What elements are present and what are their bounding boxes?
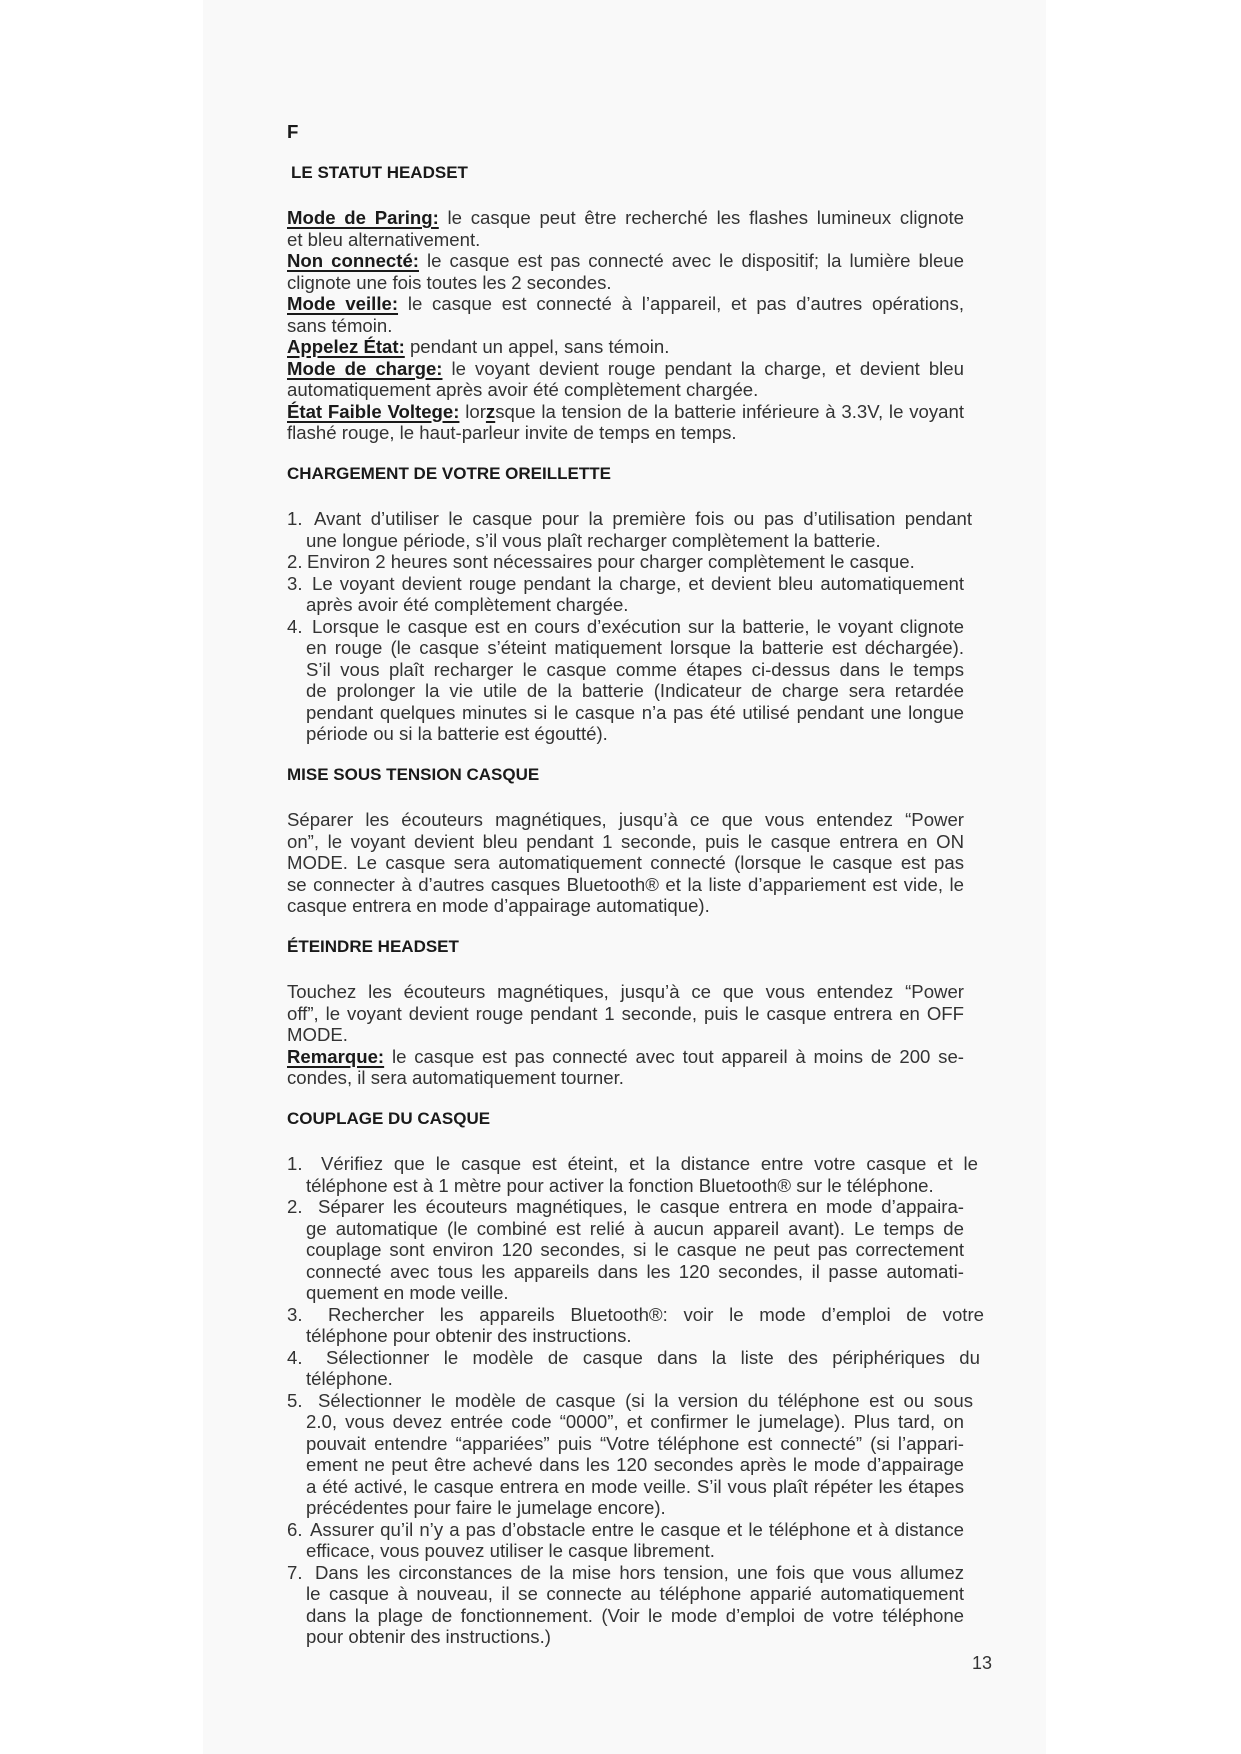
list-text-line: quement en mode veille. [306, 1282, 509, 1303]
note-text: le casque est pas connecté avec tout appareil à moins de 200 se- [391, 1045, 964, 1067]
list-item-first-line [287, 1390, 973, 1412]
list-text: Séparer les écouteurs magnétiques, le casque entrera en mode d’appaira- [318, 1196, 964, 1217]
list-item-first-line [287, 1153, 978, 1175]
list-number: 6. [287, 1518, 303, 1540]
status-label: Mode de charge: [287, 357, 443, 379]
status-text: sque la tension de la batterie inférieure à 3.3V, le voyant [495, 400, 964, 422]
status-text: le casque est pas connecté avec le dispositif; la lumière bleue [427, 250, 964, 271]
list-item-first-line [287, 616, 964, 638]
section-pairing [287, 1108, 1007, 1648]
list-number: 3. [287, 1303, 303, 1325]
list-item-first-line [287, 1562, 964, 1584]
list-item-first-line [287, 573, 964, 595]
list-text-line: couplage sont environ 120 secondes, si le casque ne peut pas correctement [306, 1239, 964, 1260]
list-text-line: efficace, vous pouvez utiliser le casque librement. [306, 1540, 715, 1561]
section-heading: CHARGEMENT DE VOTRE OREILLETTE [287, 464, 611, 483]
status-text: pendant un appel, sans témoin. [409, 336, 670, 357]
list-text-line: le casque à nouveau, il se connecte au téléphone apparié automatiquement [306, 1583, 964, 1604]
note-text-line: condes, il sera automatiquement tourner. [287, 1067, 624, 1088]
status-text-stray-letter: z [485, 400, 496, 422]
note-label: Remarque: [287, 1045, 385, 1067]
list-text-line: de prolonger la vie utile de la batterie (Indicateur de charge sera retardée [306, 680, 964, 701]
list-text-line: une longue période, s’il vous plaît recharger complètement la batterie. [306, 529, 881, 551]
status-label: Mode veille: [287, 293, 399, 314]
list-item-first-line [287, 508, 972, 530]
section-heading: MISE SOUS TENSION CASQUE [287, 765, 540, 784]
paragraph-line: MODE. Le casque sera automatiquement connecté (lorsque le casque est pas [287, 852, 964, 873]
list-item-first-line [287, 1304, 984, 1326]
list-number: 3. [287, 572, 303, 594]
status-text-line: et bleu alternativement. [287, 228, 481, 250]
list-text-line: en rouge (le casque s’éteint matiquement lorsque la batterie est déchargée). [306, 637, 964, 658]
status-entry-line [287, 401, 964, 423]
list-number: 2. [287, 1196, 303, 1217]
list-item-first-line [287, 1196, 964, 1218]
status-entry-line [287, 207, 964, 229]
paragraph-line: se connecter à d’autres casques Bluetooth® et la liste d’appariement est vide, le [287, 873, 964, 895]
section-power-on [287, 764, 1007, 917]
section-power-off [287, 936, 1007, 1089]
list-number: 1. [287, 508, 303, 529]
list-text: Dans les circonstances de la mise hors tension, une fois que vous allumez [315, 1561, 964, 1583]
list-text-line: S’il vous plaît recharger le casque comme étapes ci-dessus dans le temps [306, 658, 964, 680]
list-text-line: après avoir été complètement chargée. [306, 594, 629, 615]
list-text-line: pouvait entendre “appariées” puis “Votre téléphone est connecté” (si l’appari- [306, 1432, 964, 1454]
list-text-line: ement ne peut être achevé dans les 120 secondes après le mode d’appairage [306, 1454, 964, 1475]
status-text-line: sans témoin. [287, 314, 393, 336]
paragraph-line: MODE. [287, 1024, 348, 1045]
section-charging [287, 463, 1007, 745]
list-text: Le voyant devient rouge pendant la charge, et devient bleu automatiquement [312, 572, 964, 594]
page-number: 13 [972, 1653, 993, 1673]
language-marker: F [287, 121, 299, 142]
list-text-line: pour obtenir des instructions.) [306, 1626, 551, 1647]
status-label: Non connecté: [287, 250, 419, 271]
section-heading: ÉTEINDRE HEADSET [287, 937, 459, 956]
status-text: le casque peut être recherché les flashes lumineux clignote [447, 207, 964, 228]
list-text: Sélectionner le modèle de casque dans la liste des périphériques du [326, 1346, 980, 1368]
list-text-line: pendant quelques minutes si le casque n’a pas été utilisé pendant une longue [306, 701, 964, 723]
status-label: Appelez État: [287, 336, 405, 357]
section-heading: COUPLAGE DU CASQUE [287, 1109, 491, 1128]
status-entry-line [287, 293, 964, 315]
status-text-line: flashé rouge, le haut-parleur invite de temps en temps. [287, 422, 737, 443]
status-entry-line [287, 250, 964, 272]
list-item-first-line [287, 1519, 964, 1541]
note-line [287, 1046, 964, 1068]
list-text: Lorsque le casque est en cours d’exécution sur la batterie, le voyant clignote [312, 615, 964, 637]
list-number: 1. [287, 1153, 303, 1174]
list-text-line: téléphone est à 1 mètre pour activer la fonction Bluetooth® sur le téléphone. [306, 1174, 934, 1196]
paragraph-line: Touchez les écouteurs magnétiques, jusqu’à ce que vous entendez “Power [287, 981, 964, 1002]
paragraph-line: Séparer les écouteurs magnétiques, jusqu’à ce que vous entendez “Power [287, 809, 964, 830]
list-text: Assurer qu’il n’y a pas d’obstacle entre le casque et le téléphone et à distance [310, 1518, 964, 1540]
list-text: Environ 2 heures sont nécessaires pour charger complètement le casque. [307, 551, 915, 572]
list-text-line: téléphone pour obtenir des instructions. [306, 1325, 632, 1346]
paragraph-line: off”, le voyant devient rouge pendant 1 seconde, puis le casque entrera en OFF [287, 1002, 964, 1024]
list-text-line: connecté avec tous les appareils dans les 120 secondes, il passe automati- [306, 1260, 964, 1282]
status-text-line: automatiquement après avoir été complètement chargée. [287, 379, 759, 400]
list-text-line: période ou si la batterie est égoutté). [306, 723, 608, 744]
status-label: Mode de Paring: [287, 207, 439, 228]
list-text-line: a été activé, le casque entrera en mode veille. S’il vous plaît répéter les étapes [306, 1475, 964, 1497]
list-text-line: 2.0, vous devez entrée code “0000”, et confirmer le jumelage). Plus tard, on [306, 1411, 964, 1432]
status-entry-line [287, 358, 964, 380]
section-heading: LE STATUT HEADSET [291, 163, 468, 182]
list-item-first-line [287, 551, 964, 573]
list-text-line: précédentes pour faire le jumelage encore). [306, 1497, 666, 1518]
status-text: le voyant devient rouge pendant la charge, et devient bleu [451, 357, 964, 379]
list-number: 5. [287, 1389, 303, 1411]
status-label: État Faible Voltege: [287, 400, 460, 422]
section-headset-status [287, 162, 1007, 444]
status-text: lor [465, 400, 486, 422]
status-entry-line [287, 336, 964, 358]
status-text-line: clignote une fois toutes les 2 secondes. [287, 271, 612, 293]
list-text: Vérifiez que le casque est éteint, et la distance entre votre casque et le [321, 1153, 978, 1174]
list-text: Avant d’utiliser le casque pour la première fois ou pas d’utilisation pendant [314, 508, 972, 529]
list-text-line: dans la plage de fonctionnement. (Voir le mode d’emploi de votre téléphone [306, 1604, 964, 1626]
list-text-line: ge automatique (le combiné est relié à aucun appareil avant). Le temps de [306, 1217, 964, 1239]
manual-page-content [287, 121, 1007, 1648]
list-text: Sélectionner le modèle de casque (si la version du téléphone est ou sous [318, 1389, 973, 1411]
status-text: le casque est connecté à l’appareil, et pas d’autres opérations, [407, 293, 964, 314]
list-text: Rechercher les appareils Bluetooth®: voir le mode d’emploi de votre [328, 1303, 984, 1325]
list-text-line: téléphone. [306, 1368, 393, 1389]
paragraph-line: casque entrera en mode d’appairage automatique). [287, 895, 710, 916]
list-number: 4. [287, 615, 303, 637]
list-number: 7. [287, 1561, 303, 1583]
list-number: 4. [287, 1346, 303, 1368]
paragraph-line: on”, le voyant devient bleu pendant 1 seconde, puis le casque entrera en ON [287, 830, 964, 852]
list-item-first-line [287, 1347, 980, 1369]
list-number: 2. [287, 551, 303, 572]
